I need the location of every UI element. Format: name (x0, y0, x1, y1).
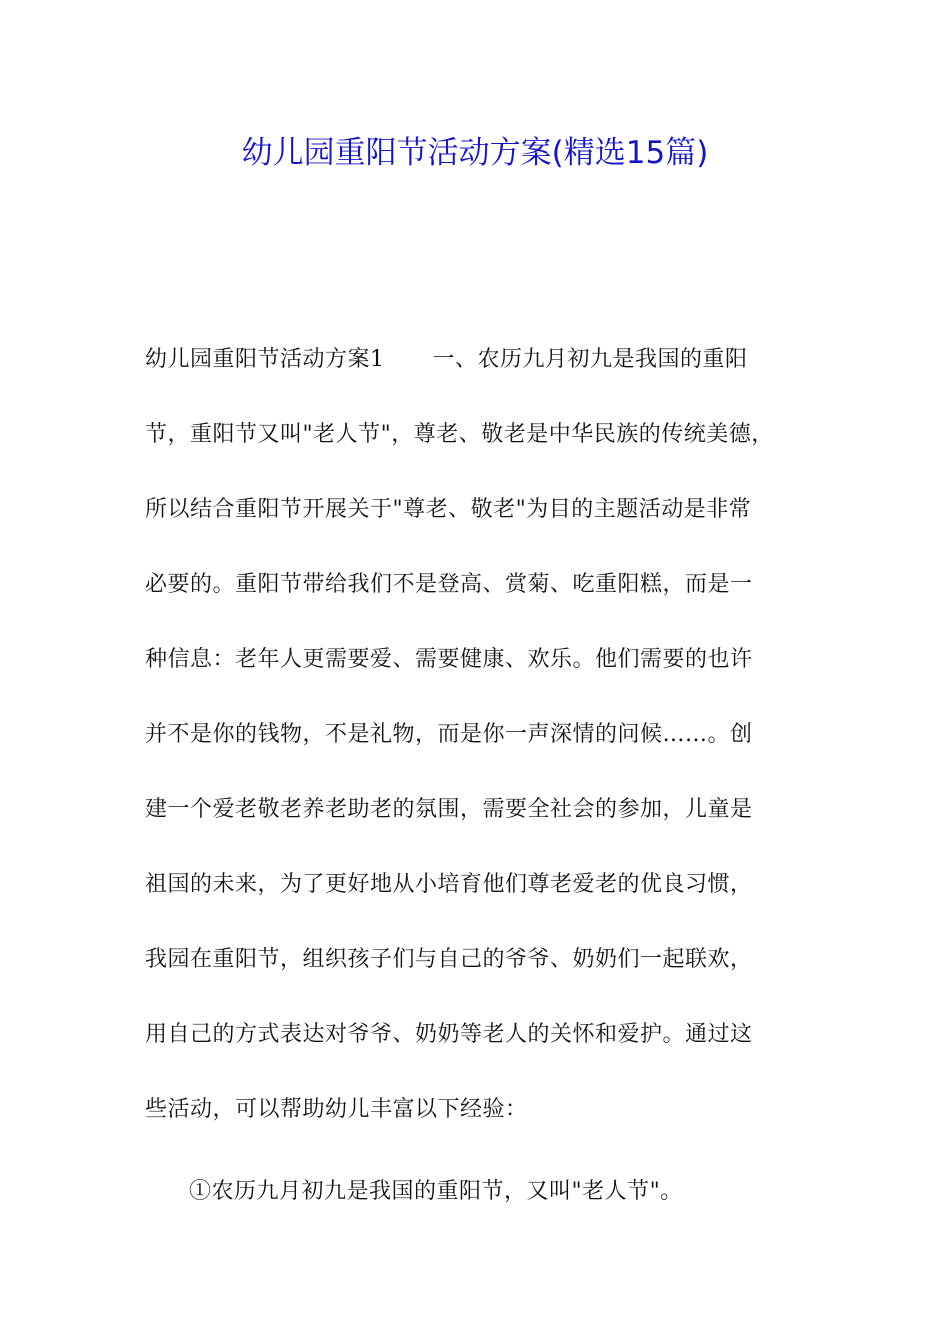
paragraph-line: 建一个爱老敬老养老助老的氛围，需要全社会的参加，儿童是 (145, 797, 753, 822)
paragraph-line: 并不是你的钱物，不是礼物，而是你一声深情的问候……。创 (145, 722, 753, 747)
paragraph-line: 节，重阳节又叫"老人节"，尊老、敬老是中华民族的传统美德， (145, 422, 774, 447)
paragraph-line: 祖国的未来，为了更好地从小培育他们尊老爱老的优良习惯， (145, 872, 753, 897)
paragraph-line: 我园在重阳节，组织孩子们与自己的爷爷、奶奶们一起联欢， (145, 947, 753, 972)
paragraph-line: 所以结合重阳节开展关于"尊老、敬老"为目的主题活动是非常 (145, 497, 752, 522)
paragraph-line (145, 339, 845, 414)
paragraph-text: 一、农历九月初九是我国的重阳 (432, 347, 748, 372)
paragraph-line: 些活动，可以帮助幼儿丰富以下经验： (145, 1097, 528, 1122)
section-heading: 幼儿园重阳节活动方案1 (145, 347, 385, 372)
list-item: ①农历九月初九是我国的重阳节，又叫"老人节"。 (189, 1179, 683, 1204)
paragraph-line: 必要的。重阳节带给我们不是登高、赏菊、吃重阳糕，而是一 (145, 572, 753, 597)
paragraph-line: 用自己的方式表达对爷爷、奶奶等老人的关怀和爱护。通过这 (145, 1022, 753, 1047)
document-body (145, 339, 845, 1246)
paragraph-line: 种信息：老年人更需要爱、需要健康、欢乐。他们需要的也许 (145, 647, 753, 672)
document-title: 幼儿园重阳节活动方案(精选15篇) (241, 135, 709, 171)
